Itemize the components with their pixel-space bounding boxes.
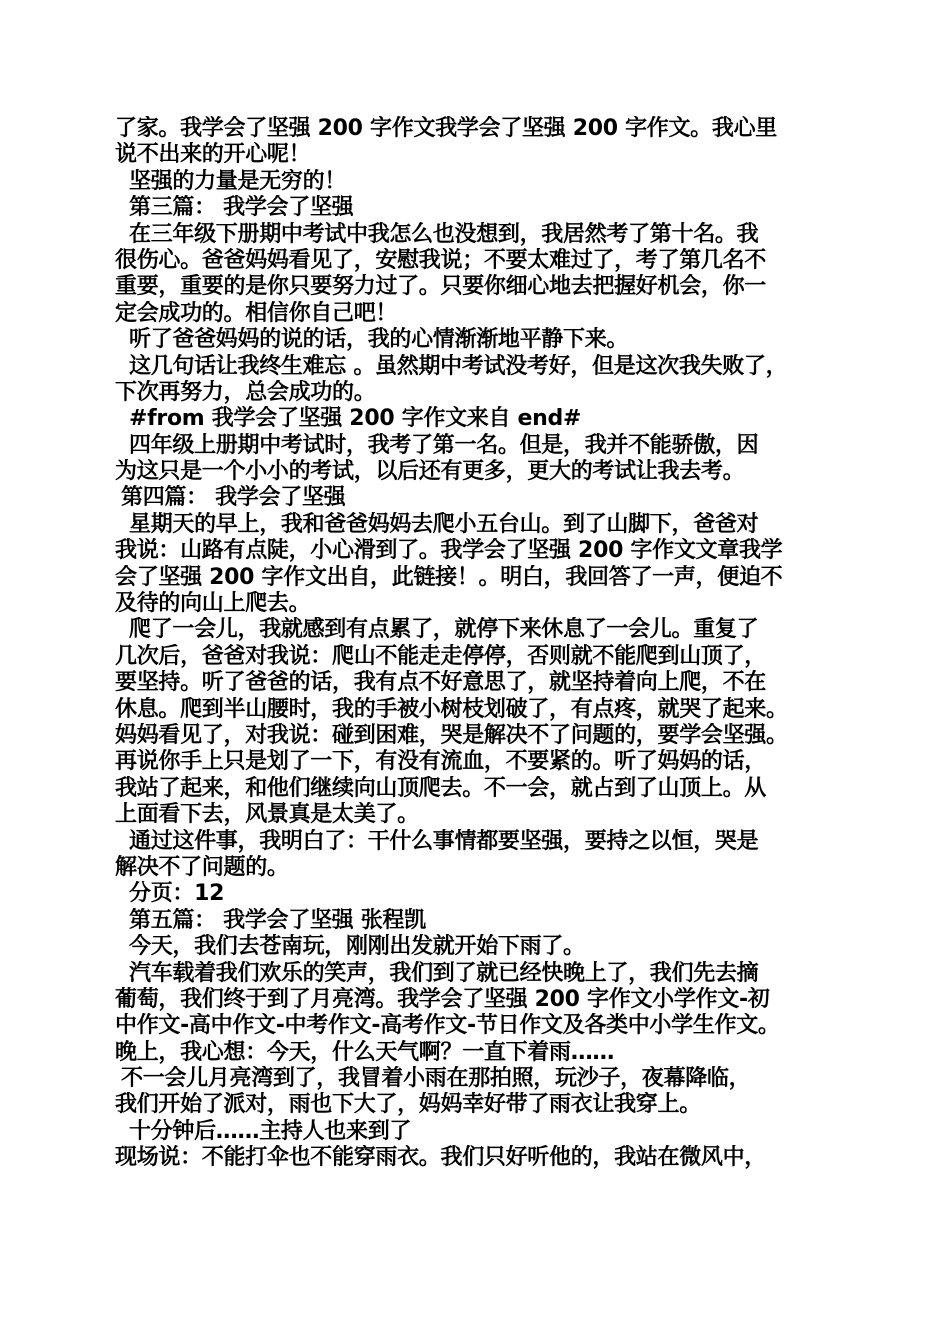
text-line: 说不出来的开心呢！: [115, 142, 311, 168]
text-line: 第三篇： 我学会了坚强: [129, 195, 354, 221]
text-line: 汽车载着我们欢乐的笑声，我们到了就已经快晚上了，我们先去摘: [129, 960, 759, 986]
text-line: 分页：12: [129, 881, 225, 907]
text-line: 了家。我学会了坚强 200 字作文我学会了坚强 200 字作文。我心里: [115, 116, 777, 141]
text-line: 妈妈看见了，对我说：碰到困难，哭是解决不了问题的，要学会坚强。: [115, 722, 788, 748]
text-line: 第五篇： 我学会了坚强 张程凯: [129, 907, 426, 933]
text-line: 上面看下去，风景真是太美了。: [115, 802, 419, 828]
text-line: 解决不了问题的。: [115, 854, 289, 880]
text-line: 中作文-高中作文-中考作文-高考作文-节日作文及各类中小学生作文。: [115, 1013, 780, 1039]
text-line: 我说：山路有点陡，小心滑到了。我学会了坚强 200 字作文文章我学: [115, 538, 783, 564]
text-line: 四年级上册期中考试时，我考了第一名。但是，我并不能骄傲，因: [129, 432, 759, 458]
text-line: 今天，我们去苍南玩，刚刚出发就开始下雨了。: [129, 934, 585, 960]
text-line: 听了爸爸妈妈的说的话，我的心情渐渐地平静下来。: [129, 327, 629, 353]
text-line: 会了坚强 200 字作文出自，此链接！。明白，我回答了一声，便迫不: [115, 564, 783, 590]
text-line: 及待的向山上爬去。: [115, 591, 311, 617]
text-line: 星期天的早上，我和爸爸妈妈去爬小五台山。到了山脚下，爸爸对: [129, 511, 759, 537]
text-line: 我们开始了派对，雨也下大了，妈妈幸好带了雨衣让我穿上。: [115, 1092, 701, 1118]
text-line: 几次后，爸爸对我说：爬山不能走走停停，否则就不能爬到山顶了，: [115, 643, 767, 669]
text-line: 十分钟后……主持人也来到了: [129, 1118, 412, 1144]
document-body: [115, 116, 850, 1172]
text-line: 很伤心。爸爸妈妈看见了，安慰我说；不要太难过了，考了第几名不: [115, 247, 767, 273]
text-line: 爬了一会儿，我就感到有点累了，就停下来休息了一会儿。重复了: [129, 617, 759, 643]
text-line: 不一会儿月亮湾到了，我冒着小雨在那拍照，玩沙子，夜幕降临，: [121, 1066, 751, 1092]
text-line: #from 我学会了坚强 200 字作文来自 end#: [129, 406, 582, 432]
text-line: 坚强的力量是无穷的！: [129, 168, 347, 194]
text-line: 再说你手上只是划了一下，有没有流血，不要紧的。听了妈妈的话，: [115, 749, 767, 775]
text-line: 重要，重要的是你只要努力过了。只要你细心地去把握好机会，你一: [115, 274, 767, 300]
text-line: 现场说：不能打伞也不能穿雨衣。我们只好听他的，我站在微风中，: [115, 1145, 767, 1171]
text-line: 晚上，我心想：今天，什么天气啊？一直下着雨……: [115, 1039, 615, 1065]
text-line: 葡萄，我们终于到了月亮湾。我学会了坚强 200 字作文小学作文-初: [115, 986, 770, 1012]
text-line: 我站了起来，和他们继续向山顶爬去。不一会，就占到了山顶上。从: [115, 775, 767, 801]
text-line: 第四篇： 我学会了坚强: [121, 485, 346, 511]
text-line: 通过这件事，我明白了：干什么事情都要坚强，要持之以恒，哭是: [129, 828, 759, 854]
text-line: 下次再努力，总会成功的。: [115, 379, 376, 405]
text-line: 为这只是一个小小的考试，以后还有更多，更大的考试让我去考。: [115, 459, 745, 485]
text-line: 要坚持。听了爸爸的话，我有点不好意思了，就坚持着向上爬，不在: [115, 670, 767, 696]
text-line: 休息。爬到半山腰时，我的手被小树枝划破了，有点疼，就哭了起来。: [115, 696, 788, 722]
text-line: 定会成功的。相信你自己吧！: [115, 300, 398, 326]
text-line: 在三年级下册期中考试中我怎么也没想到，我居然考了第十名。我: [129, 221, 759, 247]
text-line: 这几句话让我终生难忘 。虽然期中考试没考好，但是这次我失败了，: [129, 353, 788, 379]
